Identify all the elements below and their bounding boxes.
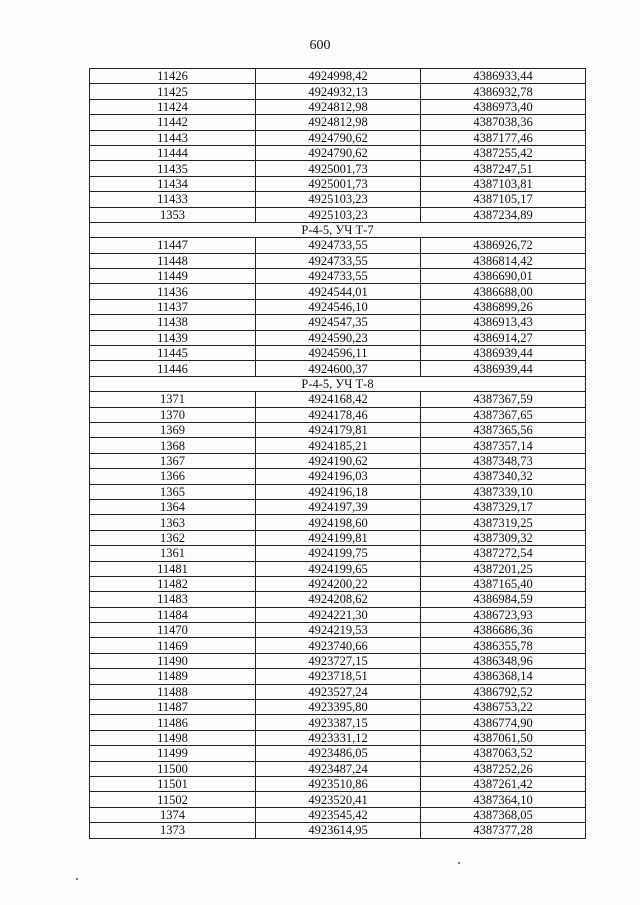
- x-coordinate-cell: 4924600,37: [256, 361, 421, 376]
- table-row: [90, 438, 586, 453]
- point-number-cell: 11481: [90, 561, 256, 576]
- y-coordinate-cell: 4387340,32: [421, 469, 586, 484]
- point-number-cell: 11437: [90, 299, 256, 314]
- y-coordinate-cell: 4386792,52: [421, 684, 586, 699]
- x-coordinate-cell: 4923614,95: [256, 823, 421, 838]
- x-coordinate-cell: 4924198,60: [256, 515, 421, 530]
- y-coordinate-cell: 4387038,36: [421, 115, 586, 130]
- x-coordinate-cell: 4924219,53: [256, 623, 421, 638]
- table-row: [90, 207, 586, 222]
- x-coordinate-cell: 4924196,18: [256, 484, 421, 499]
- y-coordinate-cell: 4386939,44: [421, 361, 586, 376]
- y-coordinate-cell: 4387247,51: [421, 161, 586, 176]
- x-coordinate-cell: 4924200,22: [256, 576, 421, 591]
- y-coordinate-cell: 4386753,22: [421, 700, 586, 715]
- y-coordinate-cell: 4386939,44: [421, 346, 586, 361]
- y-coordinate-cell: 4387261,42: [421, 776, 586, 791]
- table-row: [90, 115, 586, 130]
- point-number-cell: 11446: [90, 361, 256, 376]
- table-row: [90, 299, 586, 314]
- table-row: [90, 761, 586, 776]
- y-coordinate-cell: 4387339,10: [421, 484, 586, 499]
- point-number-cell: 1367: [90, 453, 256, 468]
- y-coordinate-cell: 4387357,14: [421, 438, 586, 453]
- table-row: [90, 684, 586, 699]
- x-coordinate-cell: 4924790,62: [256, 145, 421, 160]
- point-number-cell: 11447: [90, 238, 256, 253]
- point-number-cell: 11486: [90, 715, 256, 730]
- x-coordinate-cell: 4925001,73: [256, 176, 421, 191]
- point-number-cell: 11502: [90, 792, 256, 807]
- table-row: [90, 515, 586, 530]
- y-coordinate-cell: 4386686,36: [421, 623, 586, 638]
- x-coordinate-cell: 4924208,62: [256, 592, 421, 607]
- y-coordinate-cell: 4386723,93: [421, 607, 586, 622]
- point-number-cell: 11433: [90, 192, 256, 207]
- table-row: [90, 253, 586, 268]
- table-row: [90, 592, 586, 607]
- y-coordinate-cell: 4387377,28: [421, 823, 586, 838]
- point-number-cell: 11426: [90, 69, 256, 84]
- x-coordinate-cell: 4924596,11: [256, 346, 421, 361]
- point-number-cell: 11488: [90, 684, 256, 699]
- y-coordinate-cell: 4386933,44: [421, 69, 586, 84]
- point-number-cell: 11449: [90, 269, 256, 284]
- table-row: [90, 653, 586, 668]
- y-coordinate-cell: 4387234,89: [421, 207, 586, 222]
- point-number-cell: 11469: [90, 638, 256, 653]
- table-row: [90, 823, 586, 838]
- page-number: 600: [309, 38, 331, 53]
- point-number-cell: 11489: [90, 669, 256, 684]
- table-row: [90, 315, 586, 330]
- y-coordinate-cell: 4387252,26: [421, 761, 586, 776]
- y-coordinate-cell: 4386814,42: [421, 253, 586, 268]
- y-coordinate-cell: 4386926,72: [421, 238, 586, 253]
- y-coordinate-cell: 4387177,46: [421, 130, 586, 145]
- table-row: [90, 346, 586, 361]
- point-number-cell: 1362: [90, 530, 256, 545]
- point-number-cell: 1361: [90, 546, 256, 561]
- point-number-cell: 11436: [90, 284, 256, 299]
- point-number-cell: 11439: [90, 330, 256, 345]
- x-coordinate-cell: 4923395,80: [256, 700, 421, 715]
- y-coordinate-cell: 4387105,17: [421, 192, 586, 207]
- x-coordinate-cell: 4923520,41: [256, 792, 421, 807]
- y-coordinate-cell: 4387272,54: [421, 546, 586, 561]
- y-coordinate-cell: 4386348,96: [421, 653, 586, 668]
- point-number-cell: 1373: [90, 823, 256, 838]
- point-number-cell: 11490: [90, 653, 256, 668]
- table-row: [90, 130, 586, 145]
- table-row: [90, 161, 586, 176]
- table-row: [90, 69, 586, 84]
- x-coordinate-cell: 4923727,15: [256, 653, 421, 668]
- x-coordinate-cell: 4924199,75: [256, 546, 421, 561]
- table-row: [90, 776, 586, 791]
- point-number-cell: 1363: [90, 515, 256, 530]
- point-number-cell: 1366: [90, 469, 256, 484]
- section-title: Р-4-5, УЧ Т-7: [90, 222, 586, 237]
- x-coordinate-cell: 4923718,51: [256, 669, 421, 684]
- x-coordinate-cell: 4924199,81: [256, 530, 421, 545]
- y-coordinate-cell: 4387103,81: [421, 176, 586, 191]
- y-coordinate-cell: 4386973,40: [421, 99, 586, 114]
- y-coordinate-cell: 4386913,43: [421, 315, 586, 330]
- x-coordinate-cell: 4924190,62: [256, 453, 421, 468]
- x-coordinate-cell: 4923486,05: [256, 746, 421, 761]
- x-coordinate-cell: 4924812,98: [256, 115, 421, 130]
- table-row: [90, 792, 586, 807]
- y-coordinate-cell: 4387348,73: [421, 453, 586, 468]
- table-row: [90, 84, 586, 99]
- x-coordinate-cell: 4924790,62: [256, 130, 421, 145]
- point-number-cell: 11499: [90, 746, 256, 761]
- point-number-cell: 1365: [90, 484, 256, 499]
- x-coordinate-cell: 4924197,39: [256, 499, 421, 514]
- point-number-cell: 11501: [90, 776, 256, 791]
- x-coordinate-cell: 4924733,55: [256, 269, 421, 284]
- scan-speck: [458, 862, 460, 864]
- y-coordinate-cell: 4387367,65: [421, 407, 586, 422]
- x-coordinate-cell: 4925001,73: [256, 161, 421, 176]
- y-coordinate-cell: 4387319,25: [421, 515, 586, 530]
- point-number-cell: 11487: [90, 700, 256, 715]
- table-row: [90, 284, 586, 299]
- x-coordinate-cell: 4923545,42: [256, 807, 421, 822]
- table-row: [90, 807, 586, 822]
- x-coordinate-cell: 4924733,55: [256, 238, 421, 253]
- point-number-cell: 11498: [90, 730, 256, 745]
- y-coordinate-cell: 4387367,59: [421, 392, 586, 407]
- point-number-cell: 11484: [90, 607, 256, 622]
- point-number-cell: 11444: [90, 145, 256, 160]
- point-number-cell: 1353: [90, 207, 256, 222]
- table-row: [90, 176, 586, 191]
- point-number-cell: 1369: [90, 422, 256, 437]
- table-row: [90, 99, 586, 114]
- y-coordinate-cell: 4387061,50: [421, 730, 586, 745]
- y-coordinate-cell: 4386932,78: [421, 84, 586, 99]
- point-number-cell: 11500: [90, 761, 256, 776]
- x-coordinate-cell: 4924179,81: [256, 422, 421, 437]
- table-row: [90, 392, 586, 407]
- x-coordinate-cell: 4924178,46: [256, 407, 421, 422]
- table-row: [90, 623, 586, 638]
- table-row: [90, 746, 586, 761]
- y-coordinate-cell: 4386899,26: [421, 299, 586, 314]
- table-row: [90, 561, 586, 576]
- x-coordinate-cell: 4923387,15: [256, 715, 421, 730]
- y-coordinate-cell: 4386688,00: [421, 284, 586, 299]
- point-number-cell: 1368: [90, 438, 256, 453]
- section-title: Р-4-5, УЧ Т-8: [90, 376, 586, 391]
- table-row: [90, 192, 586, 207]
- point-number-cell: 11470: [90, 623, 256, 638]
- table-row: [90, 730, 586, 745]
- y-coordinate-cell: 4386774,90: [421, 715, 586, 730]
- table-row: [90, 669, 586, 684]
- table-row: [90, 238, 586, 253]
- section-header-row: [90, 376, 586, 391]
- x-coordinate-cell: 4923487,24: [256, 761, 421, 776]
- y-coordinate-cell: 4386355,78: [421, 638, 586, 653]
- table-row: [90, 469, 586, 484]
- table-row: [90, 422, 586, 437]
- x-coordinate-cell: 4924196,03: [256, 469, 421, 484]
- x-coordinate-cell: 4923527,24: [256, 684, 421, 699]
- scan-speck: [76, 878, 78, 880]
- x-coordinate-cell: 4924590,23: [256, 330, 421, 345]
- table-row: [90, 576, 586, 591]
- point-number-cell: 11435: [90, 161, 256, 176]
- table-row: [90, 546, 586, 561]
- point-number-cell: 1371: [90, 392, 256, 407]
- x-coordinate-cell: 4924546,10: [256, 299, 421, 314]
- point-number-cell: 11442: [90, 115, 256, 130]
- table-row: [90, 330, 586, 345]
- section-header-row: [90, 222, 586, 237]
- y-coordinate-cell: 4386368,14: [421, 669, 586, 684]
- y-coordinate-cell: 4387309,32: [421, 530, 586, 545]
- table-row: [90, 269, 586, 284]
- x-coordinate-cell: 4924547,35: [256, 315, 421, 330]
- y-coordinate-cell: 4387365,56: [421, 422, 586, 437]
- table-row: [90, 700, 586, 715]
- point-number-cell: 11483: [90, 592, 256, 607]
- x-coordinate-cell: 4923740,66: [256, 638, 421, 653]
- table-row: [90, 361, 586, 376]
- table-row: [90, 715, 586, 730]
- table-row: [90, 530, 586, 545]
- table-row: [90, 453, 586, 468]
- x-coordinate-cell: 4924221,30: [256, 607, 421, 622]
- x-coordinate-cell: 4924544,01: [256, 284, 421, 299]
- point-number-cell: 11425: [90, 84, 256, 99]
- point-number-cell: 1370: [90, 407, 256, 422]
- y-coordinate-cell: 4386690,01: [421, 269, 586, 284]
- point-number-cell: 11448: [90, 253, 256, 268]
- x-coordinate-cell: 4924812,98: [256, 99, 421, 114]
- point-number-cell: 11482: [90, 576, 256, 591]
- y-coordinate-cell: 4387063,52: [421, 746, 586, 761]
- y-coordinate-cell: 4387364,10: [421, 792, 586, 807]
- coordinates-table: [89, 68, 586, 839]
- y-coordinate-cell: 4387201,25: [421, 561, 586, 576]
- x-coordinate-cell: 4924932,13: [256, 84, 421, 99]
- x-coordinate-cell: 4925103,23: [256, 207, 421, 222]
- point-number-cell: 11424: [90, 99, 256, 114]
- x-coordinate-cell: 4924199,65: [256, 561, 421, 576]
- table-row: [90, 145, 586, 160]
- y-coordinate-cell: 4387255,42: [421, 145, 586, 160]
- point-number-cell: 11445: [90, 346, 256, 361]
- x-coordinate-cell: 4923331,12: [256, 730, 421, 745]
- x-coordinate-cell: 4924733,55: [256, 253, 421, 268]
- y-coordinate-cell: 4386984,59: [421, 592, 586, 607]
- point-number-cell: 1374: [90, 807, 256, 822]
- y-coordinate-cell: 4387368,05: [421, 807, 586, 822]
- point-number-cell: 11438: [90, 315, 256, 330]
- table-row: [90, 484, 586, 499]
- y-coordinate-cell: 4386914,27: [421, 330, 586, 345]
- point-number-cell: 11434: [90, 176, 256, 191]
- table-row: [90, 407, 586, 422]
- y-coordinate-cell: 4387165,40: [421, 576, 586, 591]
- table-row: [90, 638, 586, 653]
- point-number-cell: 1364: [90, 499, 256, 514]
- table-row: [90, 499, 586, 514]
- x-coordinate-cell: 4924168,42: [256, 392, 421, 407]
- x-coordinate-cell: 4924185,21: [256, 438, 421, 453]
- x-coordinate-cell: 4925103,23: [256, 192, 421, 207]
- y-coordinate-cell: 4387329,17: [421, 499, 586, 514]
- point-number-cell: 11443: [90, 130, 256, 145]
- x-coordinate-cell: 4923510,86: [256, 776, 421, 791]
- table-row: [90, 607, 586, 622]
- x-coordinate-cell: 4924998,42: [256, 69, 421, 84]
